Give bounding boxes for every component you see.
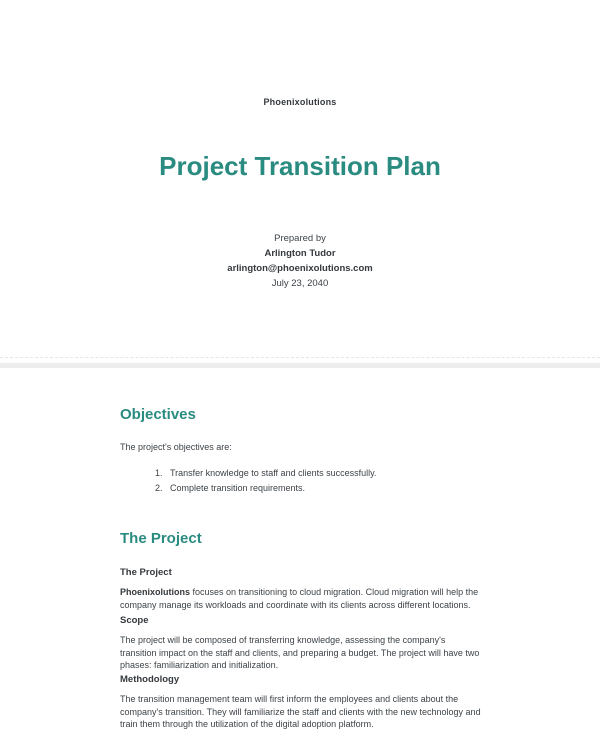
page-break-dashed-line [0, 357, 600, 358]
project-section-heading: The Project [120, 530, 202, 547]
list-item-number: 2. [155, 483, 163, 493]
paragraph-text: focuses on transitioning to cloud migration. Cloud migration will help the company manage its workloads and coordinate with its clients across different locations. [120, 587, 479, 610]
page-gap-band [0, 363, 600, 368]
author-name: Arlington Tudor [264, 248, 336, 259]
paragraph-scope: The project will be composed of transferring knowledge, assessing the company's transition impact on the staff and clients, and preparing a budget. The project will have two phases: familiarization and initialization. [120, 635, 480, 670]
subheading-scope: Scope [120, 615, 149, 626]
author-email: arlington@phoenixolutions.com [227, 263, 373, 274]
objectives-section-heading: Objectives [120, 406, 196, 423]
list-item-text: Transfer knowledge to staff and clients successfully. [170, 468, 377, 478]
prepared-by-label: Prepared by [274, 233, 326, 244]
list-item [155, 481, 482, 496]
list-item-text: Complete transition requirements. [170, 483, 306, 493]
subheading-the-project: The Project [120, 567, 172, 578]
byline-block [0, 231, 600, 291]
paragraph-methodology: The transition management team will first inform the employees and clients about the company's transition. They will familiarize the staff and clients with the new technology and train them through the utilization of the digital adoption platform. [120, 694, 481, 729]
paragraph-the-project [120, 586, 482, 611]
list-item-number: 1. [155, 468, 163, 478]
objectives-numbered-list [155, 466, 482, 496]
document-title: Project Transition Plan [159, 151, 441, 181]
document-date: July 23, 2040 [271, 278, 329, 289]
subheading-methodology: Methodology [120, 674, 180, 685]
list-item [155, 466, 482, 481]
company-name-inline: Phoenixolutions [120, 587, 191, 597]
objectives-intro-text: The project's objectives are: [120, 442, 232, 452]
company-name: Phoenixolutions [263, 97, 337, 107]
